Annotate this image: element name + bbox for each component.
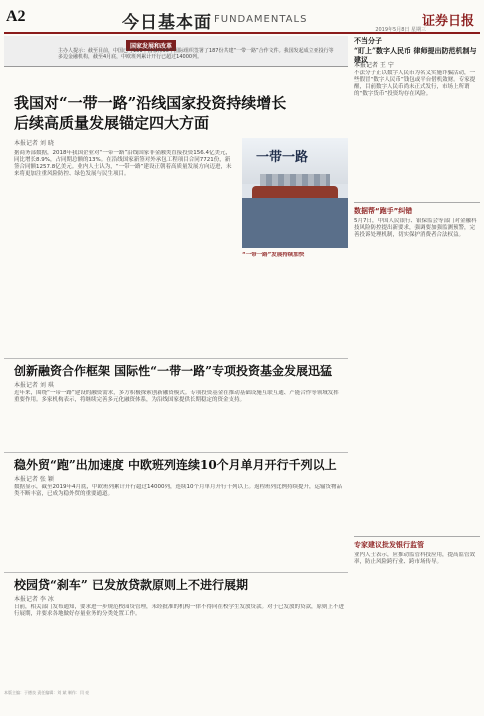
- right-divider-2: [354, 536, 480, 537]
- article4-body: 日前，相关部门发布通知，要求进一步规范校园贷管理，未经批准的机构一律不得向在校学生发放贷款。对于已发放的贷款，原则上不进行展期，并要求各地做好存量业务的分类处置工作。: [14, 604, 344, 617]
- banner-tag: 国家发展和改革: [126, 40, 176, 51]
- right-divider-1: [354, 202, 480, 203]
- right-body-3: 业内人士表示，应推动监管科技应用，提高监管效率，防止风险跨行业、跨市场传导。: [354, 552, 476, 565]
- right-title: “盯上”数字人民币 律师提出防范机制与建议: [354, 46, 477, 64]
- page-code: A2: [6, 8, 26, 25]
- right-kicker: 不当分子: [354, 36, 382, 45]
- banner-text: 主办人提示：截至目前，中国已与131个国家和30个国际组织签署了187份共建“一带一路”合作文件。我国发起成立亚投行等多边金融机构，截至4月底，中欧班列累计开行已超过14000列。: [58, 48, 334, 60]
- article3-byline: 本报记者 张 颖: [14, 476, 54, 483]
- main-headline-line2: 后续高质量发展锚定四大方面: [14, 114, 210, 132]
- dateline: 2019年5月8日 星期三: [375, 27, 426, 33]
- right-body-2: 5月7日，中国人民银行、银保监会等部门对金融科技风险防控提出新要求，强调要加强监测预警，完善投诉处理机制，切实保护消费者合法权益。: [354, 218, 477, 238]
- article2-title: 创新融资合作框架 国际性“一带一路”专项投资基金发展迅猛: [14, 364, 332, 378]
- main-body: 据商务部数据，2018年我国企业对“一带一路”沿线国家非金融类直接投资156.4亿美元，同比增长8.9%，占同期总额的13%。在沿线国家新签对外承包工程项目合同7721份，新签合同额1257.8亿美元。业内人士认为，“一带一路”建设正朝着高质量发展方向迈进，未来将更加注重风险防控、绿色发展与民生项目。: [14, 150, 232, 177]
- right-subtitle-2: 专家建议批发银行监管: [354, 541, 424, 549]
- article4-byline: 本报记者 李 冰: [14, 596, 54, 603]
- main-byline: 本报记者 刘 晓: [14, 140, 54, 147]
- section-title-en: FUNDAMENTALS: [214, 14, 308, 25]
- footer: 本版主编：于德良 责任编辑：刘 斌 制作：闫 亮: [4, 690, 90, 695]
- right-byline: 本报记者 王 宁: [354, 62, 394, 69]
- illustration-caption: “一带一路”发展持续加快: [242, 252, 305, 258]
- right-subtitle-1: 数据帮“跑手”纠错: [354, 207, 413, 215]
- masthead: [4, 6, 480, 34]
- section-title: 今日基本面: [122, 13, 212, 33]
- divider-3: [4, 572, 348, 573]
- illustration-title: 一带一路: [256, 150, 309, 165]
- main-headline: [14, 94, 344, 132]
- article4-title: 校园贷“刹车” 已发放贷款原则上不进行展期: [14, 578, 248, 592]
- divider-2: [4, 452, 348, 453]
- article2-body: 近年来，围绕“一带一路”建设的融资需求，多方积极探索创新融资模式。专项投资基金在推动基础设施互联互通、产能合作等领域发挥重要作用。多家机构表示，将继续完善多元化融资体系，为沿线国家提供长期稳定的资金支持。: [14, 390, 339, 403]
- article2-byline: 本报记者 刘 琪: [14, 382, 54, 389]
- right-body-1: 不法分子正以数字人民币为名义实施诈骗活动，一些假冒“数字人民币”钱包或平台借机敛财。专家提醒，目前数字人民币尚未正式发行，市场上所谓的“数字货币”投资均存在风险。: [354, 70, 476, 97]
- newspaper-logo: 证券日报: [421, 14, 474, 29]
- illustration-sea: [242, 198, 348, 248]
- main-illustration: [242, 138, 348, 248]
- divider-1: [4, 358, 348, 359]
- banner: [4, 36, 348, 67]
- article3-title: 稳外贸“跑”出加速度 中欧班列连续10个月单月开行千列以上: [14, 458, 337, 472]
- main-headline-line1: 我国对“一带一路”沿线国家投资持续增长: [14, 94, 287, 112]
- article3-body: 数据显示，截至2019年4月底，中欧班列累计开行超过14000列，连续10个月单月开行千列以上。返程班列比例持续提升，运输货物品类不断丰富，已成为稳外贸的重要通道。: [14, 484, 342, 497]
